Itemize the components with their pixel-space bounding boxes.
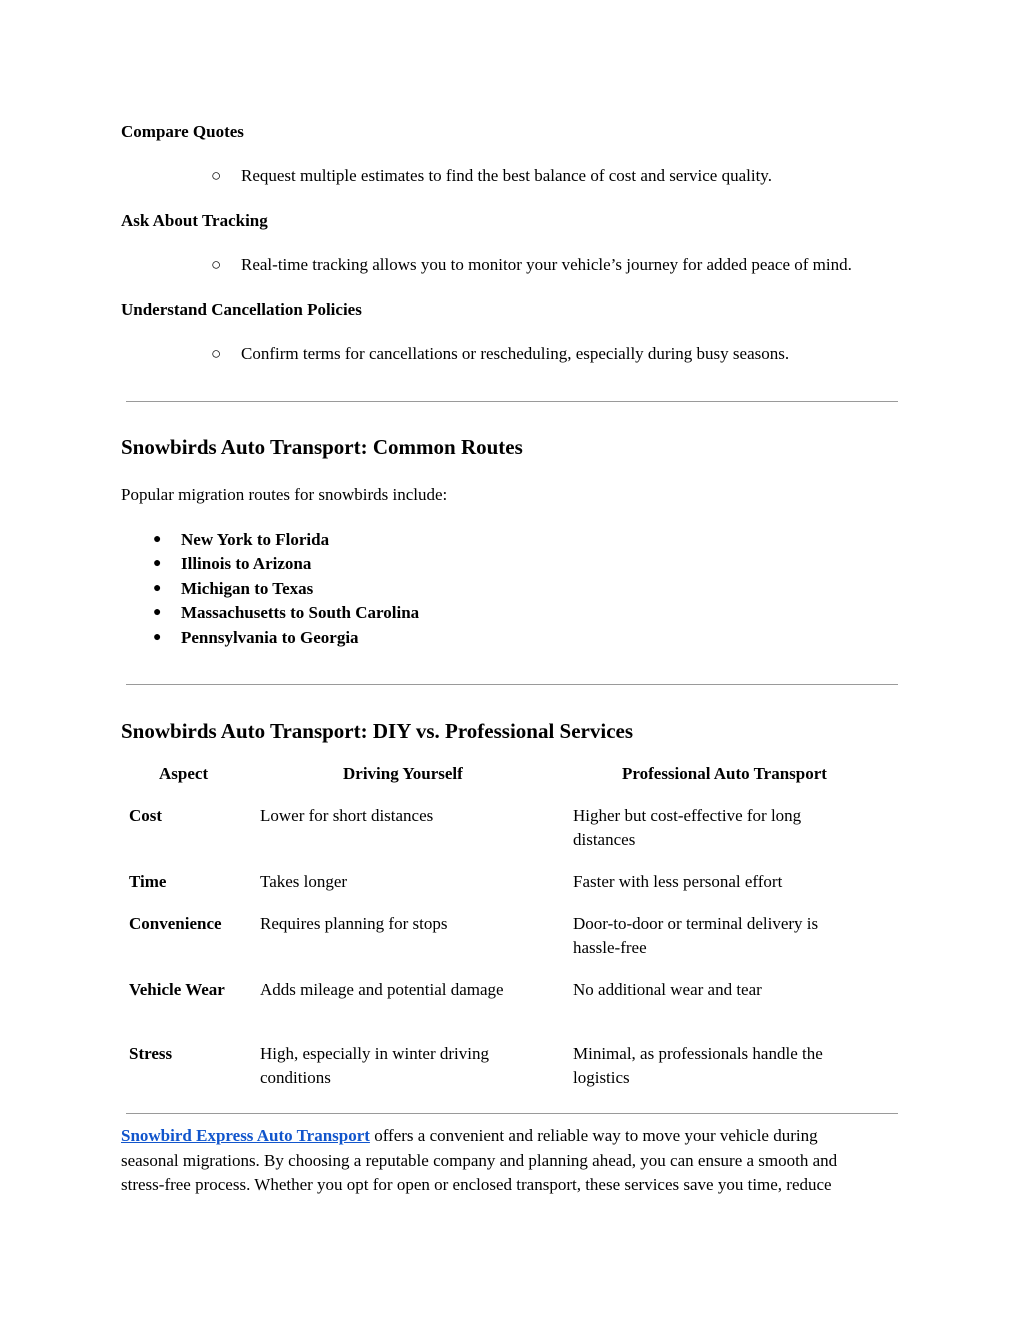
horizontal-divider: [126, 1113, 898, 1114]
circle-bullet-icon: ○: [211, 344, 222, 363]
table-cell-pro: No additional wear and tear: [573, 980, 762, 999]
table-cell-pro: Minimal, as professionals handle the: [573, 1044, 823, 1063]
comparison-section-title: Snowbirds Auto Transport: DIY vs. Professional Services: [121, 719, 634, 743]
table-cell-diy: Lower for short distances: [260, 806, 434, 825]
table-header-diy: Driving Yourself: [343, 764, 463, 783]
table-cell-pro: distances: [573, 830, 636, 849]
route-item: Illinois to Arizona: [181, 554, 312, 573]
table-cell-aspect: Convenience: [129, 914, 222, 933]
table-cell-diy: conditions: [260, 1068, 331, 1087]
bullet-dot-icon: ●: [153, 556, 162, 571]
table-cell-pro: logistics: [573, 1068, 630, 1087]
tip-heading-cancellation: Understand Cancellation Policies: [121, 300, 362, 319]
table-cell-diy: High, especially in winter driving: [260, 1044, 489, 1063]
tip-heading-tracking: Ask About Tracking: [121, 211, 268, 230]
route-item: Michigan to Texas: [181, 579, 314, 598]
closing-line-1-text: offers a convenient and reliable way to move your vehicle during: [369, 1126, 818, 1145]
table-cell-pro: Faster with less personal effort: [573, 872, 783, 891]
table-header-pro: Professional Auto Transport: [622, 764, 827, 783]
bullet-dot-icon: ●: [153, 605, 162, 620]
circle-bullet-icon: ○: [211, 255, 222, 274]
route-item: Massachusetts to South Carolina: [181, 603, 420, 622]
horizontal-divider: [126, 401, 898, 402]
closing-paragraph-line-3: stress-free process. Whether you opt for open or enclosed transport, these services save you time, reduce: [121, 1175, 832, 1194]
route-item: Pennsylvania to Georgia: [181, 628, 359, 647]
tip-detail-compare-quotes: Request multiple estimates to find the best balance of cost and service quality.: [241, 166, 772, 185]
bullet-dot-icon: ●: [153, 532, 162, 547]
routes-intro: Popular migration routes for snowbirds include:: [121, 485, 448, 504]
table-cell-pro: Higher but cost-effective for long: [573, 806, 802, 825]
table-cell-pro: hassle-free: [573, 938, 647, 957]
table-cell-aspect: Time: [129, 872, 167, 891]
tip-heading-compare-quotes: Compare Quotes: [121, 122, 244, 141]
table-cell-diy: Takes longer: [260, 872, 348, 891]
table-cell-pro: Door-to-door or terminal delivery is: [573, 914, 819, 933]
tip-detail-tracking: Real-time tracking allows you to monitor your vehicle’s journey for added peace of mind.: [241, 255, 852, 274]
routes-section-title: Snowbirds Auto Transport: Common Routes: [121, 435, 523, 459]
tip-detail-cancellation: Confirm terms for cancellations or rescheduling, especially during busy seasons.: [241, 344, 790, 363]
table-cell-aspect: Cost: [129, 806, 163, 825]
horizontal-divider: [126, 684, 898, 685]
table-cell-diy: Adds mileage and potential damage: [260, 980, 504, 999]
table-cell-diy: Requires planning for stops: [260, 914, 448, 933]
table-cell-aspect: Stress: [129, 1044, 173, 1063]
bullet-dot-icon: ●: [153, 630, 162, 645]
table-header-aspect: Aspect: [159, 764, 209, 783]
table-cell-aspect: Vehicle Wear: [129, 980, 225, 999]
snowbird-express-link[interactable]: Snowbird Express Auto Transport: [121, 1126, 370, 1145]
bullet-dot-icon: ●: [153, 581, 162, 596]
closing-paragraph-line-1: [121, 1124, 818, 1148]
closing-paragraph-line-2: seasonal migrations. By choosing a reputable company and planning ahead, you can ensure a smooth and: [121, 1151, 838, 1170]
route-item: New York to Florida: [181, 530, 330, 549]
circle-bullet-icon: ○: [211, 166, 222, 185]
